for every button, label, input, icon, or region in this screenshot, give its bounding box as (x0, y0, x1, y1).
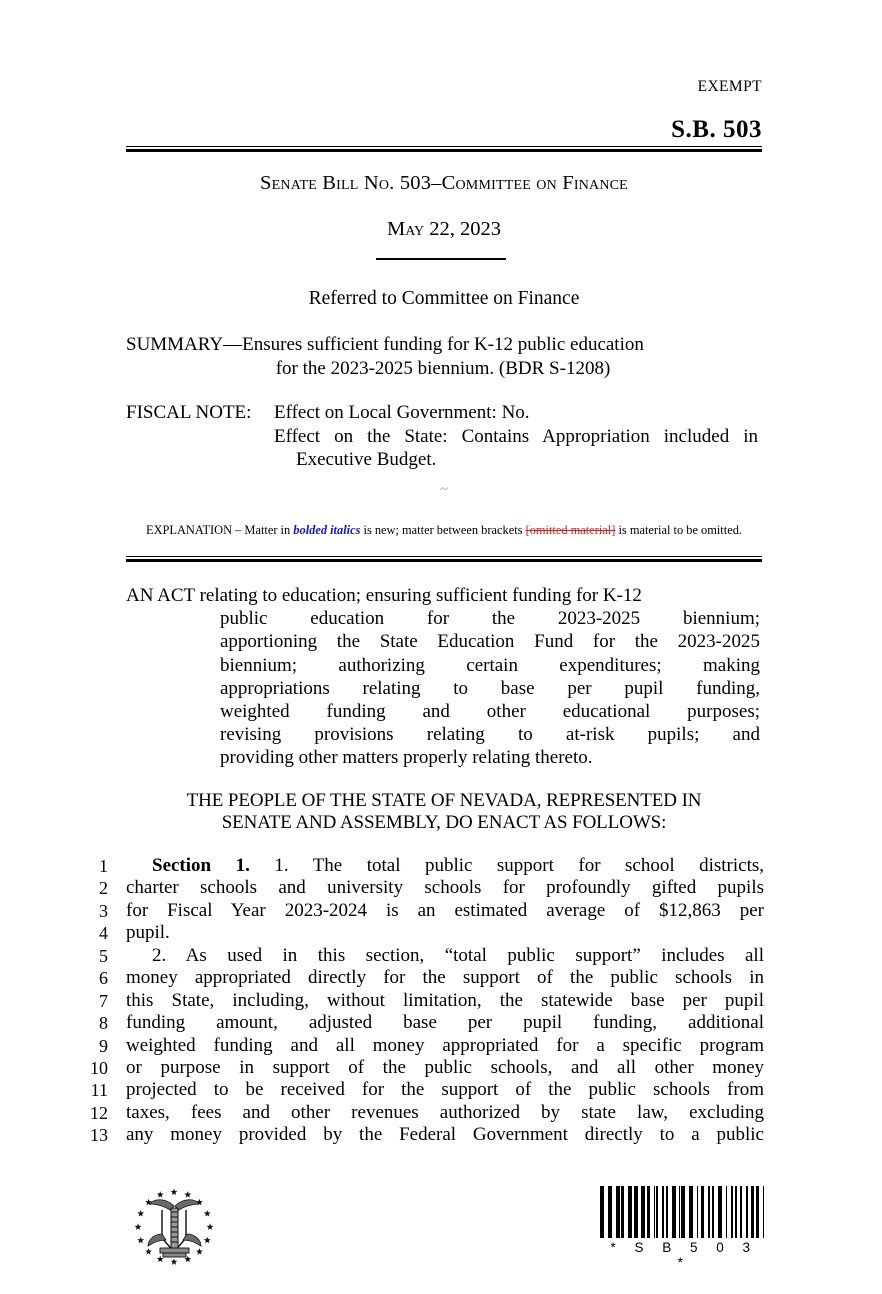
body-line-text: for Fiscal Year 2023-2024 is an estimated average of $12,863 per (126, 899, 764, 921)
barcode (600, 1186, 768, 1270)
enacting-clause-line-1: THE PEOPLE OF THE STATE OF NEVADA, REPRESENTED IN (186, 790, 702, 811)
an-act-line-1 (126, 584, 760, 607)
fiscal-note-line-2: Effect on the State: Contains Appropriation included in (274, 425, 758, 447)
an-act-line-3: apportioning the State Education Fund for the 2023-2025 (220, 631, 760, 653)
referred-to-committee: Referred to Committee on Finance (308, 288, 580, 309)
explanation-middle: is new; matter between brackets (360, 523, 526, 537)
explanation-suffix: is material to be omitted. (615, 523, 742, 537)
body-line-text: charter schools and university schools for profoundly gifted pupils (126, 877, 764, 899)
line-number: 5 (99, 945, 108, 966)
body-line (78, 1102, 768, 1124)
body-line-text: projected to be received for the support of the public schools from (126, 1079, 764, 1101)
line-number: 13 (90, 1125, 108, 1146)
bill-date: May 22, 2023 (386, 218, 502, 240)
bill-body (78, 855, 768, 1147)
summary-line-1: SUMMARY—Ensures sufficient funding for K-12 public education (126, 334, 644, 355)
exempt-label: EXEMPT (697, 78, 762, 95)
body-line (78, 1035, 768, 1057)
bill-title: Senate Bill No. 503–Committee on Finance (260, 172, 628, 194)
barcode-bars (600, 1186, 768, 1238)
line-number: 1 (99, 856, 108, 876)
line-number: 3 (99, 900, 108, 921)
header-divider-top (126, 146, 762, 152)
body-line-text: weighted funding and all money appropriated for a specific program (126, 1034, 764, 1056)
body-line (78, 945, 768, 967)
explanation-new-text: bolded italics (293, 523, 361, 537)
enacting-clause (126, 790, 762, 834)
body-line-text: Section 1. 1. The total public support for school districts, (152, 855, 764, 876)
body-line (78, 1057, 768, 1079)
section-label: Section 1. (152, 855, 275, 876)
body-line (78, 1124, 768, 1146)
an-act-lead: AN ACT (126, 585, 195, 606)
body-line (78, 967, 768, 989)
nevada-state-seal-icon (132, 1182, 216, 1268)
summary-block (126, 333, 760, 380)
an-act-block (126, 584, 760, 770)
body-line (78, 877, 768, 899)
body-line (78, 922, 768, 944)
line-number: 8 (99, 1013, 108, 1034)
line-number: 10 (90, 1057, 108, 1078)
body-line-text: taxes, fees and other revenues authorized by state law, excluding (126, 1101, 764, 1123)
bill-number: S.B. 503 (671, 116, 762, 143)
explanation-prefix: EXPLANATION – Matter in (146, 523, 294, 537)
barcode-space (764, 1186, 768, 1238)
body-line (78, 1079, 768, 1101)
an-act-line-1-text: relating to education; ensuring sufficient funding for K-12 (199, 585, 642, 606)
fiscal-note-row (126, 401, 760, 472)
line-number: 4 (99, 923, 108, 944)
an-act-line-2: public education for the 2023-2025 biennium; (220, 608, 760, 630)
body-line-text: money appropriated directly for the support of the public schools in (126, 967, 764, 989)
tilde-separator: ~ (439, 482, 449, 498)
line-number: 6 (99, 968, 108, 989)
line-number: 7 (99, 990, 108, 1011)
an-act-line-7: revising provisions relating to at-risk pupils; and (220, 724, 760, 746)
header-divider-bottom (126, 556, 762, 562)
fiscal-note-block (126, 401, 760, 472)
line-number: 9 (99, 1035, 108, 1056)
line-number: 2 (99, 878, 108, 899)
short-divider (376, 258, 506, 260)
body-line-text: this State, including, without limitation, the statewide base per pupil (126, 989, 764, 1011)
body-line (78, 900, 768, 922)
body-line-text: funding amount, adjusted base per pupil funding, additional (126, 1012, 764, 1034)
explanation-omitted-text: [omitted material] (525, 523, 616, 537)
explanation-note (126, 523, 762, 538)
body-line-text: any money provided by the Federal Government directly to a public (126, 1124, 764, 1146)
barcode-label: * S B 5 0 3 * (610, 1240, 758, 1270)
summary-line-2: for the 2023-2025 biennium. (BDR S-1208) (275, 357, 611, 379)
body-line-text: pupil. (126, 922, 170, 944)
body-line (78, 990, 768, 1012)
an-act-line-4: biennium; authorizing certain expenditures; making (220, 654, 760, 676)
line-number: 11 (90, 1080, 108, 1101)
body-line (78, 1012, 768, 1034)
an-act-line-6: weighted funding and other educational purposes; (220, 701, 760, 723)
an-act-line-5: appropriations relating to base per pupil funding, (220, 677, 760, 699)
fiscal-note-line-3: Executive Budget. (296, 449, 437, 470)
body-line-text: or purpose in support of the public schools, and all other money (126, 1056, 764, 1078)
fiscal-note-label: FISCAL NOTE: (126, 402, 252, 423)
body-line (78, 855, 768, 877)
fiscal-note-line-1: Effect on Local Government: No. (274, 402, 530, 423)
line-number: 12 (90, 1102, 108, 1123)
body-line-text: 2. As used in this section, “total public support” includes all (152, 944, 764, 966)
an-act-line-8: providing other matters properly relating thereto. (220, 747, 593, 769)
enacting-clause-line-2: SENATE AND ASSEMBLY, DO ENACT AS FOLLOWS: (221, 812, 667, 833)
fiscal-note-body (274, 401, 758, 472)
